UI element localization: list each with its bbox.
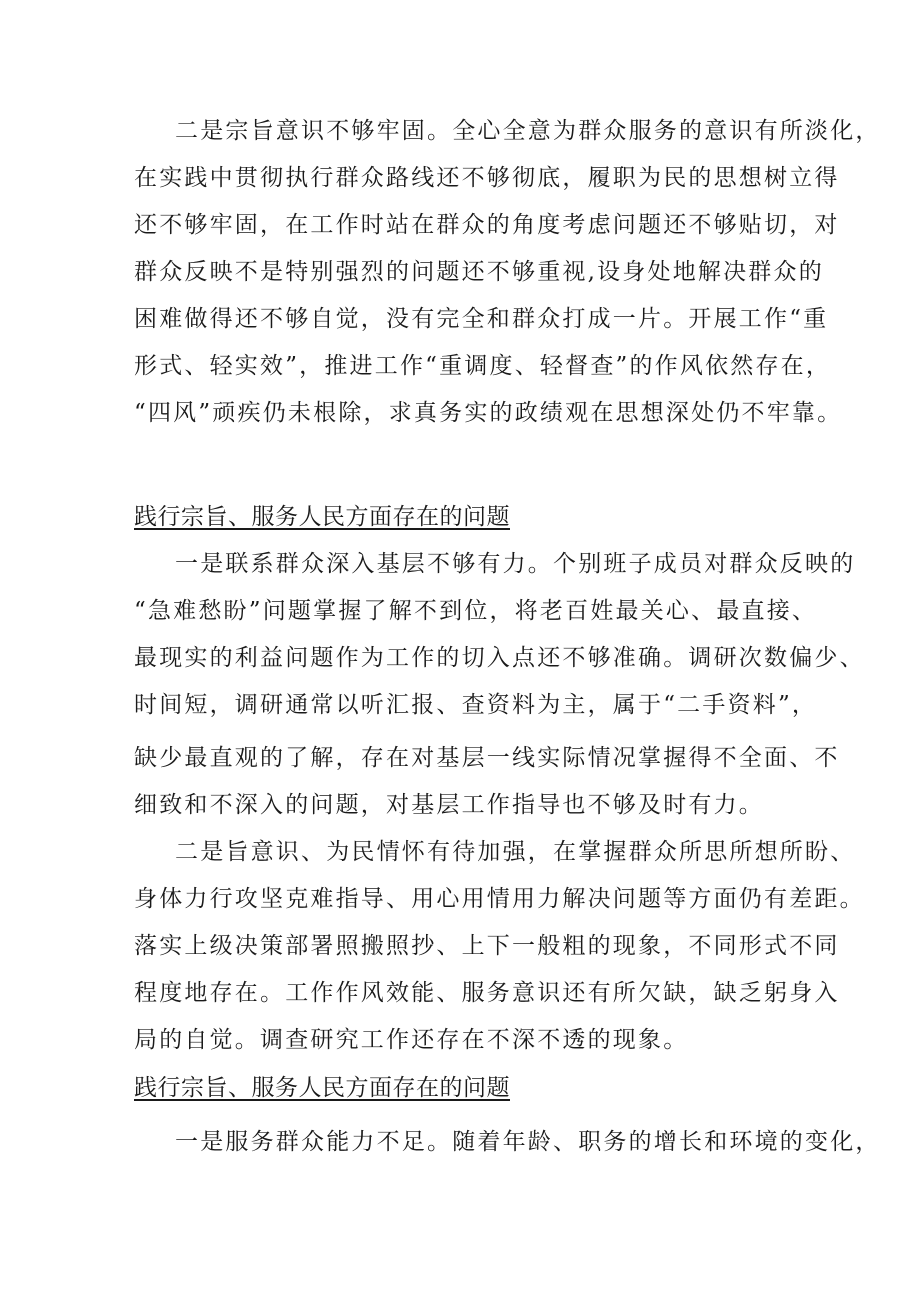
section-heading-1: 践行宗旨、服务人民方面存在的问题 bbox=[134, 504, 510, 530]
paragraph-3-line-2: 身体力行攻坚克难指导、用心用情用力解决问题等方面仍有差距。 bbox=[134, 886, 865, 912]
paragraph-3-line-4: 程度地存在。工作作风效能、服务意识还有所欠缺，缺乏躬身入 bbox=[134, 980, 840, 1006]
paragraph-1-line-6: 形式、轻实效”，推进工作“重调度、轻督查”的作风依然存在， bbox=[134, 353, 832, 379]
paragraph-1-line-1: 二是宗旨意识不够牢固。全心全意为群众服务的意识有所淡化， bbox=[175, 118, 881, 144]
paragraph-4-line-1: 一是服务群众能力不足。随着年龄、职务的增长和环境的变化， bbox=[175, 1129, 881, 1155]
paragraph-2-line-6: 细致和不深入的问题，对基层工作指导也不够及时有力。 bbox=[134, 792, 764, 818]
paragraph-1-line-4: 群众反映不是特别强烈的问题还不够重视,设身处地解决群众的 bbox=[134, 259, 824, 285]
paragraph-2-line-4: 时间短，调研通常以听汇报、查资料为主，属于“二手资料”， bbox=[134, 692, 818, 718]
paragraph-3-line-1: 二是旨意识、为民情怀有待加强，在掌握群众所思所想所盼、 bbox=[175, 839, 856, 865]
paragraph-1-line-2: 在实践中贯彻执行群众路线还不够彻底，履职为民的思想树立得 bbox=[134, 165, 840, 191]
paragraph-1-line-7: “四风”顽疾仍未根除，求真务实的政绩观在思想深处仍不牢靠。 bbox=[134, 400, 843, 426]
paragraph-3-line-5: 局的自觉。调查研究工作还存在不深不透的现象。 bbox=[134, 1027, 689, 1053]
paragraph-3-line-3: 落实上级决策部署照搬照抄、上下一般粗的现象，不同形式不同 bbox=[134, 933, 840, 959]
paragraph-1-line-3: 还不够牢固，在工作时站在群众的角度考虑问题还不够贴切，对 bbox=[134, 212, 840, 238]
paragraph-2-line-1: 一是联系群众深入基层不够有力。个别班子成员对群众反映的 bbox=[175, 551, 856, 577]
paragraph-2-line-5: 缺少最直观的了解，存在对基层一线实际情况掌握得不全面、不 bbox=[134, 745, 840, 771]
paragraph-1-line-5: 困难做得还不够自觉，没有完全和群众打成一片。开展工作“重 bbox=[134, 306, 829, 332]
section-heading-2: 践行宗旨、服务人民方面存在的问题 bbox=[134, 1075, 510, 1101]
paragraph-2-line-2: “急难愁盼”问题掌握了解不到位，将老百姓最关心、最直接、 bbox=[134, 598, 818, 624]
paragraph-2-line-3: 最现实的利益问题作为工作的切入点还不够准确。调研次数偏少、 bbox=[134, 645, 865, 671]
